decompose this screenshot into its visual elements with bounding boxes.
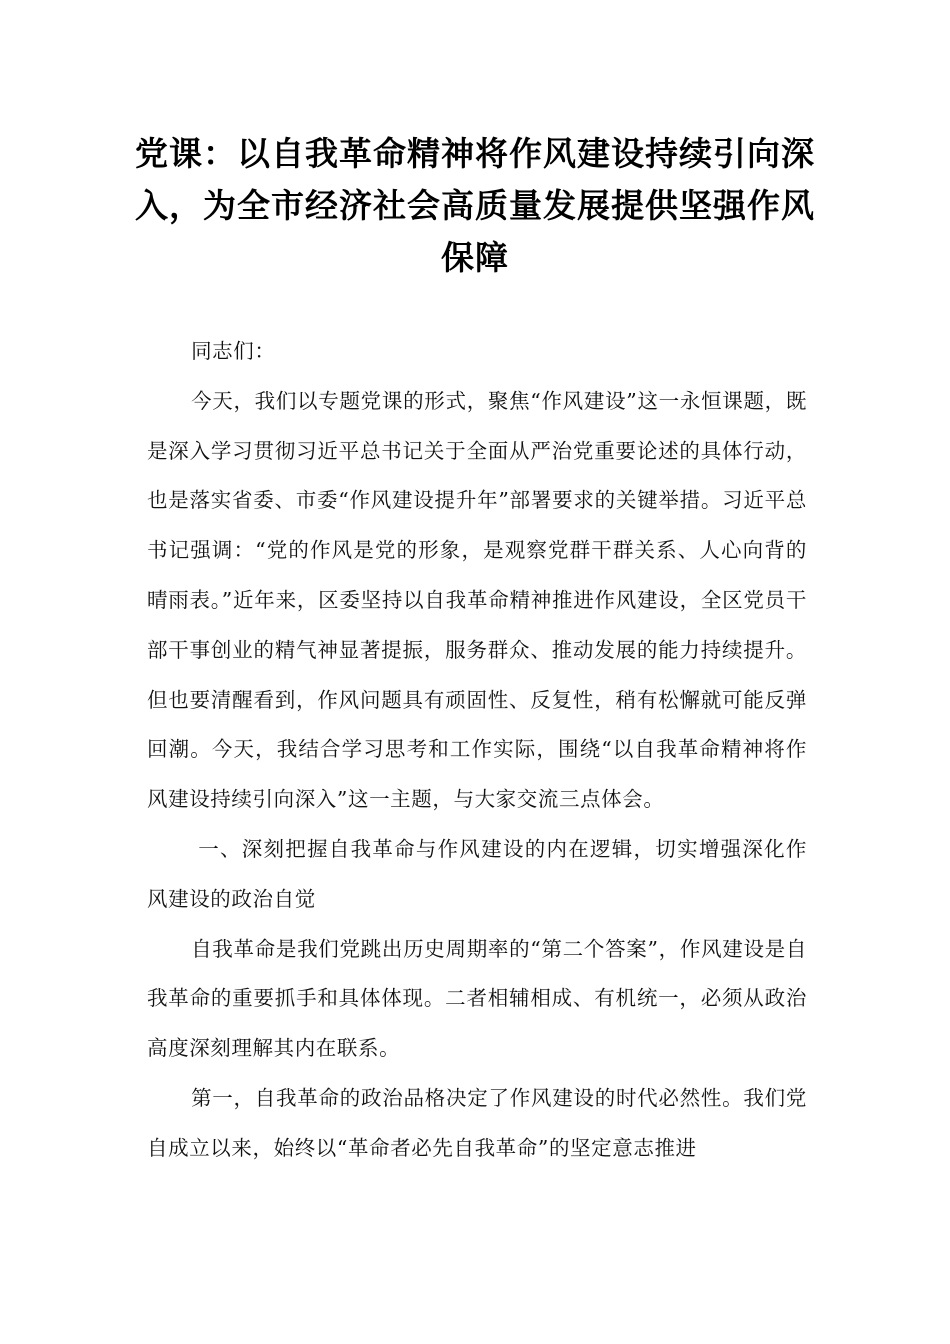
section-paragraph: 自我革命是我们党跳出历史周期率的“第二个答案”，作风建设是自我革命的重要抓手和具体体现。二者相辅相成、有机统一，必须从政治高度深刻理解其内在联系。 xyxy=(147,936,807,1061)
section-paragraph: 第一，自我革命的政治品格决定了作风建设的时代必然性。我们党自成立以来，始终以“革命者必先自我革命”的坚定意志推进 xyxy=(147,1085,807,1160)
section-heading-1: 一、深刻把握自我革命与作风建设的内在逻辑，切实增强深化作风建设的政治自觉 xyxy=(147,836,807,911)
salutation: 同志们： xyxy=(191,339,276,363)
document-body xyxy=(147,327,807,1174)
intro-paragraph: 今天，我们以专题党课的形式，聚焦“作风建设”这一永恒课题，既是深入学习贯彻习近平总书记关于全面从严治党重要论述的具体行动，也是落实省委、市委“作风建设提升年”部署要求的关键举措。习近平总书记强调：“党的作风是党的形象，是观察党群干群关系、人心向背的晴雨表。”近年来，区委坚持以自我革命精神推进作风建设，全区党员干部干事创业的精气神显著提振，服务群众、推动发展的能力持续提升。但也要清醒看到，作风问题具有顽固性、反复性，稍有松懈就可能反弹回潮。今天，我结合学习思考和工作实际，围绕“以自我革命精神将作风建设持续引向深入”这一主题，与大家交流三点体会。 xyxy=(147,388,807,812)
document-title: 党课：以自我革命精神将作风建设持续引向深入，为全市经济社会高质量发展提供坚强作风保障 xyxy=(135,134,815,277)
